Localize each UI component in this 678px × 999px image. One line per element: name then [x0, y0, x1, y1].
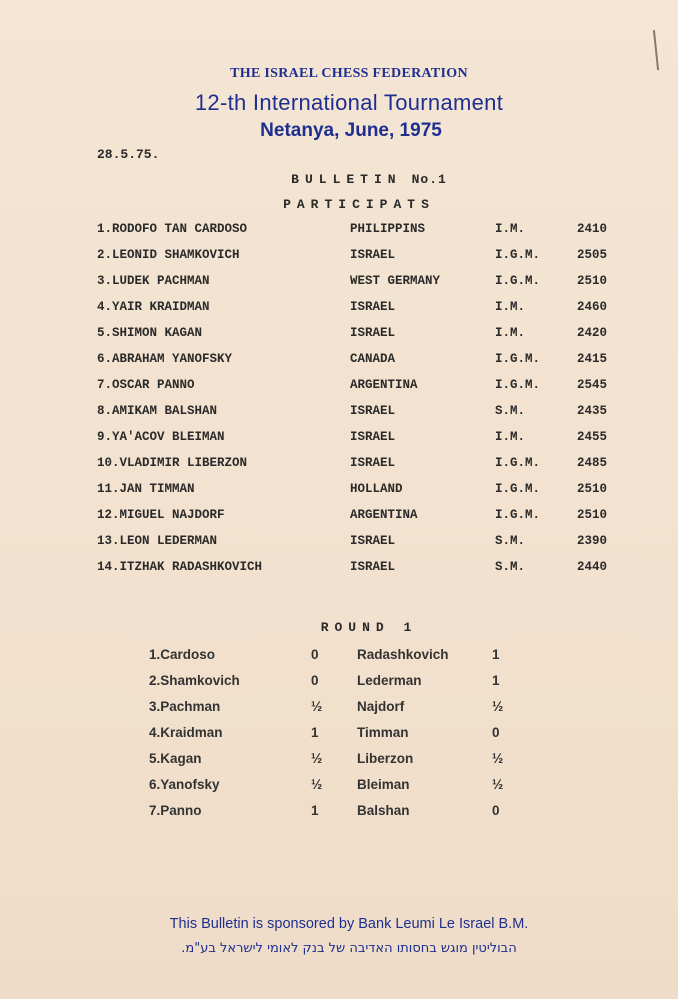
- participant-name: 3.LUDEK PACHMAN: [97, 274, 210, 288]
- participant-name: 12.MIGUEL NAJDORF: [97, 508, 225, 522]
- participant-row: [0, 508, 678, 530]
- white-score: 0: [311, 647, 319, 662]
- game-row: [0, 751, 678, 773]
- participant-row: [0, 352, 678, 374]
- participant-rating: 2510: [577, 482, 608, 496]
- participant-rating: 2410: [577, 222, 608, 236]
- participant-rating: 2415: [577, 352, 608, 366]
- participant-name: 11.JAN TIMMAN: [97, 482, 195, 496]
- participant-row: [0, 534, 678, 556]
- participant-country: ISRAEL: [350, 300, 396, 314]
- participant-title: I.G.M.: [495, 378, 541, 392]
- participant-row: [0, 222, 678, 244]
- participants-heading: PARTICIPATS: [283, 197, 435, 212]
- black-player: Bleiman: [357, 777, 410, 792]
- game-row: [0, 803, 678, 825]
- participant-name: 5.SHIMON KAGAN: [97, 326, 203, 340]
- participant-title: I.M.: [495, 222, 526, 236]
- participant-country: ISRAEL: [350, 560, 396, 574]
- participant-title: I.M.: [495, 430, 526, 444]
- participant-country: PHILIPPINS: [350, 222, 426, 236]
- participant-title: I.G.M.: [495, 274, 541, 288]
- participant-name: 8.AMIKAM BALSHAN: [97, 404, 218, 418]
- participant-title: I.G.M.: [495, 352, 541, 366]
- participant-rating: 2390: [577, 534, 608, 548]
- participant-title: I.M.: [495, 300, 526, 314]
- participant-rating: 2460: [577, 300, 608, 314]
- participant-name: 4.YAIR KRAIDMAN: [97, 300, 210, 314]
- black-score: 1: [492, 647, 500, 662]
- round-heading: ROUND 1: [320, 620, 418, 635]
- participant-row: [0, 300, 678, 322]
- white-player: 3.Pachman: [149, 699, 221, 714]
- white-player: 1.Cardoso: [149, 647, 216, 662]
- paper-mark: [653, 30, 662, 70]
- tournament-title: 12-th International Tournament: [194, 90, 504, 115]
- participant-row: [0, 560, 678, 582]
- white-score: ½: [311, 699, 323, 714]
- white-player: 7.Panno: [149, 803, 202, 818]
- participant-country: ARGENTINA: [350, 508, 418, 522]
- game-row: [0, 777, 678, 799]
- participant-name: 13.LEON LEDERMAN: [97, 534, 218, 548]
- participant-country: ARGENTINA: [350, 378, 418, 392]
- participant-title: S.M.: [495, 560, 526, 574]
- participant-country: HOLLAND: [350, 482, 403, 496]
- game-row: [0, 699, 678, 721]
- participant-name: 7.OSCAR PANNO: [97, 378, 195, 392]
- participant-title: I.G.M.: [495, 508, 541, 522]
- participant-rating: 2505: [577, 248, 608, 262]
- participant-country: ISRAEL: [350, 430, 396, 444]
- white-score: 1: [311, 725, 319, 740]
- black-score: ½: [492, 751, 504, 766]
- participant-rating: 2545: [577, 378, 608, 392]
- bulletin-date: 28.5.75.: [97, 147, 160, 162]
- black-player: Liberzon: [357, 751, 414, 766]
- participant-title: S.M.: [495, 404, 526, 418]
- participant-rating: 2435: [577, 404, 608, 418]
- participant-name: 9.YA'ACOV BLEIMAN: [97, 430, 225, 444]
- participant-name: 14.ITZHAK RADASHKOVICH: [97, 560, 263, 574]
- participant-country: ISRAEL: [350, 326, 396, 340]
- federation-title: THE ISRAEL CHESS FEDERATION: [230, 66, 468, 81]
- game-row: [0, 647, 678, 669]
- black-score: 1: [492, 673, 500, 688]
- black-player: Lederman: [357, 673, 422, 688]
- participant-rating: 2485: [577, 456, 608, 470]
- participant-title: S.M.: [495, 534, 526, 548]
- participant-rating: 2510: [577, 508, 608, 522]
- participant-row: [0, 378, 678, 400]
- game-row: [0, 673, 678, 695]
- white-score: ½: [311, 751, 323, 766]
- participant-country: ISRAEL: [350, 456, 396, 470]
- black-player: Radashkovich: [357, 647, 449, 662]
- participant-rating: 2440: [577, 560, 608, 574]
- bulletin-label: BULLETIN: [291, 172, 402, 187]
- black-score: ½: [492, 699, 504, 714]
- participant-name: 2.LEONID SHAMKOVICH: [97, 248, 240, 262]
- participant-name: 10.VLADIMIR LIBERZON: [97, 456, 248, 470]
- participant-row: [0, 404, 678, 426]
- black-player: Najdorf: [357, 699, 405, 714]
- white-player: 6.Yanofsky: [149, 777, 220, 792]
- participant-title: I.G.M.: [495, 482, 541, 496]
- sponsor-note-hebrew: הבוליטין מוגש בחסותו האדיבה של בנק לאומי לישראל בע"מ.: [181, 941, 517, 956]
- participant-title: I.G.M.: [495, 456, 541, 470]
- white-score: 0: [311, 673, 319, 688]
- bulletin-heading: [30, 172, 678, 187]
- tournament-place: Netanya, June, 1975: [260, 120, 442, 141]
- participant-row: [0, 456, 678, 478]
- participant-row: [0, 274, 678, 296]
- white-score: 1: [311, 803, 319, 818]
- participant-row: [0, 430, 678, 452]
- bulletin-number: No.1: [411, 172, 447, 187]
- participant-rating: 2510: [577, 274, 608, 288]
- participant-country: WEST GERMANY: [350, 274, 441, 288]
- sponsor-note: This Bulletin is sponsored by Bank Leumi Le Israel B.M.: [169, 916, 529, 932]
- participant-country: ISRAEL: [350, 248, 396, 262]
- white-player: 2.Shamkovich: [149, 673, 240, 688]
- black-player: Balshan: [357, 803, 410, 818]
- participant-row: [0, 326, 678, 348]
- participant-title: I.M.: [495, 326, 526, 340]
- white-player: 4.Kraidman: [149, 725, 223, 740]
- game-row: [0, 725, 678, 747]
- black-player: Timman: [357, 725, 409, 740]
- participant-row: [0, 482, 678, 504]
- participant-country: ISRAEL: [350, 404, 396, 418]
- participant-rating: 2455: [577, 430, 608, 444]
- white-player: 5.Kagan: [149, 751, 202, 766]
- white-score: ½: [311, 777, 323, 792]
- participant-name: 1.RODOFO TAN CARDOSO: [97, 222, 248, 236]
- participant-country: CANADA: [350, 352, 396, 366]
- participant-title: I.G.M.: [495, 248, 541, 262]
- black-score: 0: [492, 803, 500, 818]
- participant-name: 6.ABRAHAM YANOFSKY: [97, 352, 233, 366]
- participant-country: ISRAEL: [350, 534, 396, 548]
- black-score: ½: [492, 777, 504, 792]
- participant-rating: 2420: [577, 326, 608, 340]
- participant-row: [0, 248, 678, 270]
- black-score: 0: [492, 725, 500, 740]
